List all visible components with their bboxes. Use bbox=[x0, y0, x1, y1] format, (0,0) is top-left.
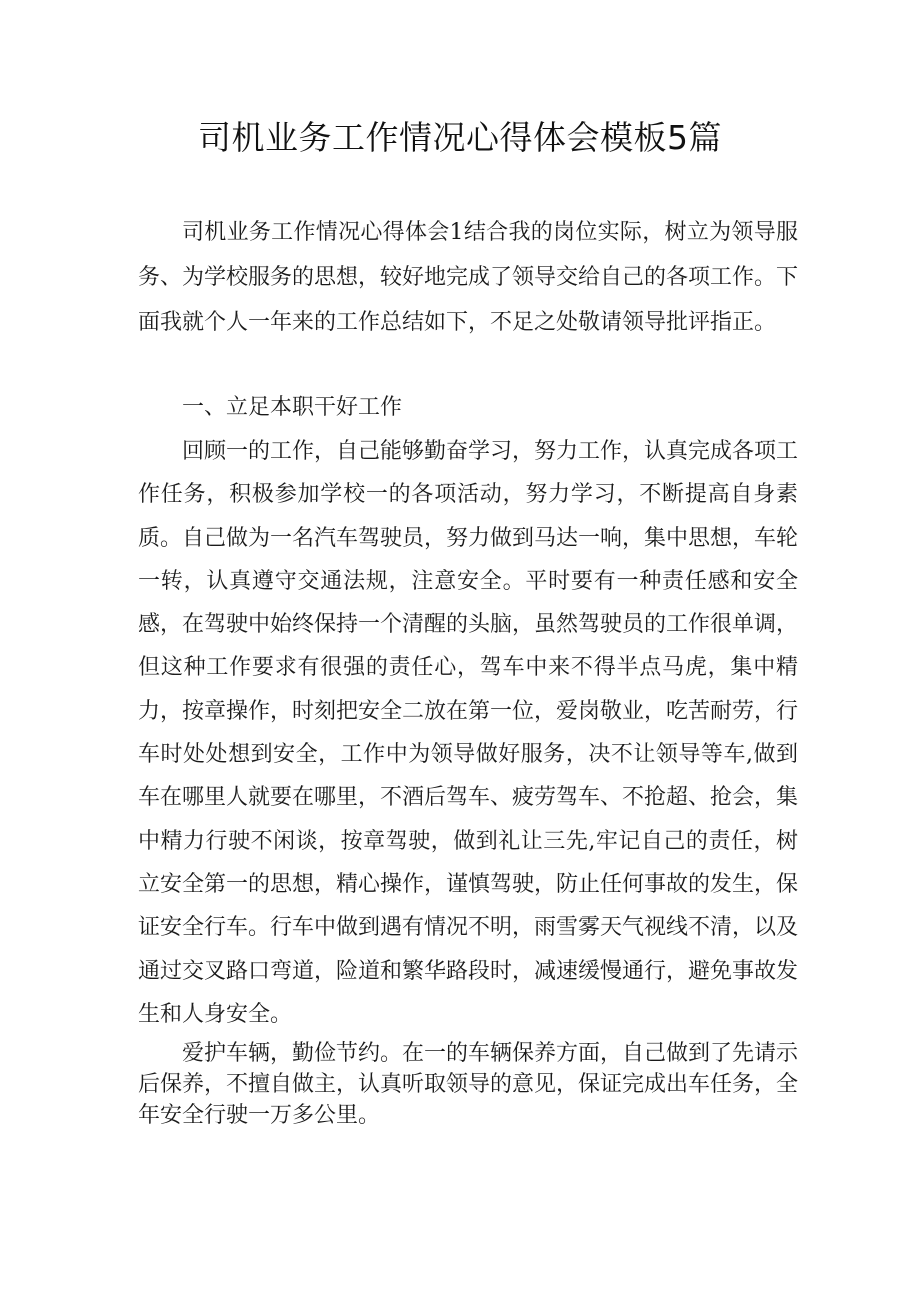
paragraph-intro: 司机业务工作情况心得体会1结合我的岗位实际，树立为领导服务、为学校服务的思想，较好地完成了领导交给自己的各项工作。下面我就个人一年来的工作总结如下，不足之处敬请领导批评指正。 bbox=[138, 220, 799, 335]
paragraph-review: 回顾一的工作，自己能够勤奋学习，努力工作，认真完成各项工作任务，积极参加学校一的各项活动，努力学习，不断提高自身素质。自己做为一名汽车驾驶员，努力做到马达一响，集中思想，车轮一转，认真遵守交通法规，注意安全。平时要有一种责任感和安全感，在驾驶中始终保持一个清醒的头脑，虽然驾驶员的工作很单调，但这种工作要求有很强的责任心，驾车中来不得半点马虎，集中精力，按章操作，时刻把安全二放在第一位，爱岗敬业，吃苦耐劳，行车时处处想到安全，工作中为领导做好服务，决不让领导等车,做到车在哪里人就要在哪里，不酒后驾车、疲劳驾车、不抢超、抢会，集中精力行驶不闲谈，按章驾驶，做到礼让三先,牢记自己的责任，树立安全第一的思想，精心操作，谨慎驾驶，防止任何事故的发生，保证安全行车。行车中做到遇有情况不明，雨雪雾天气视线不清，以及通过交叉路口弯道，险道和繁华路段时，减速缓慢通行，避免事故发生和人身安全。 bbox=[138, 439, 799, 1027]
section-heading: 一、立足本职干好工作 bbox=[182, 395, 403, 420]
document-title: 司机业务工作情况心得体会模板5篇 bbox=[198, 118, 722, 157]
paragraph-vehicle-care: 爱护车辆，勤俭节约。在一的车辆保养方面，自己做到了先请示后保养，不擅自做主，认真听取领导的意见，保证完成出车任务，全年安全行驶一万多公里。 bbox=[138, 1041, 799, 1128]
